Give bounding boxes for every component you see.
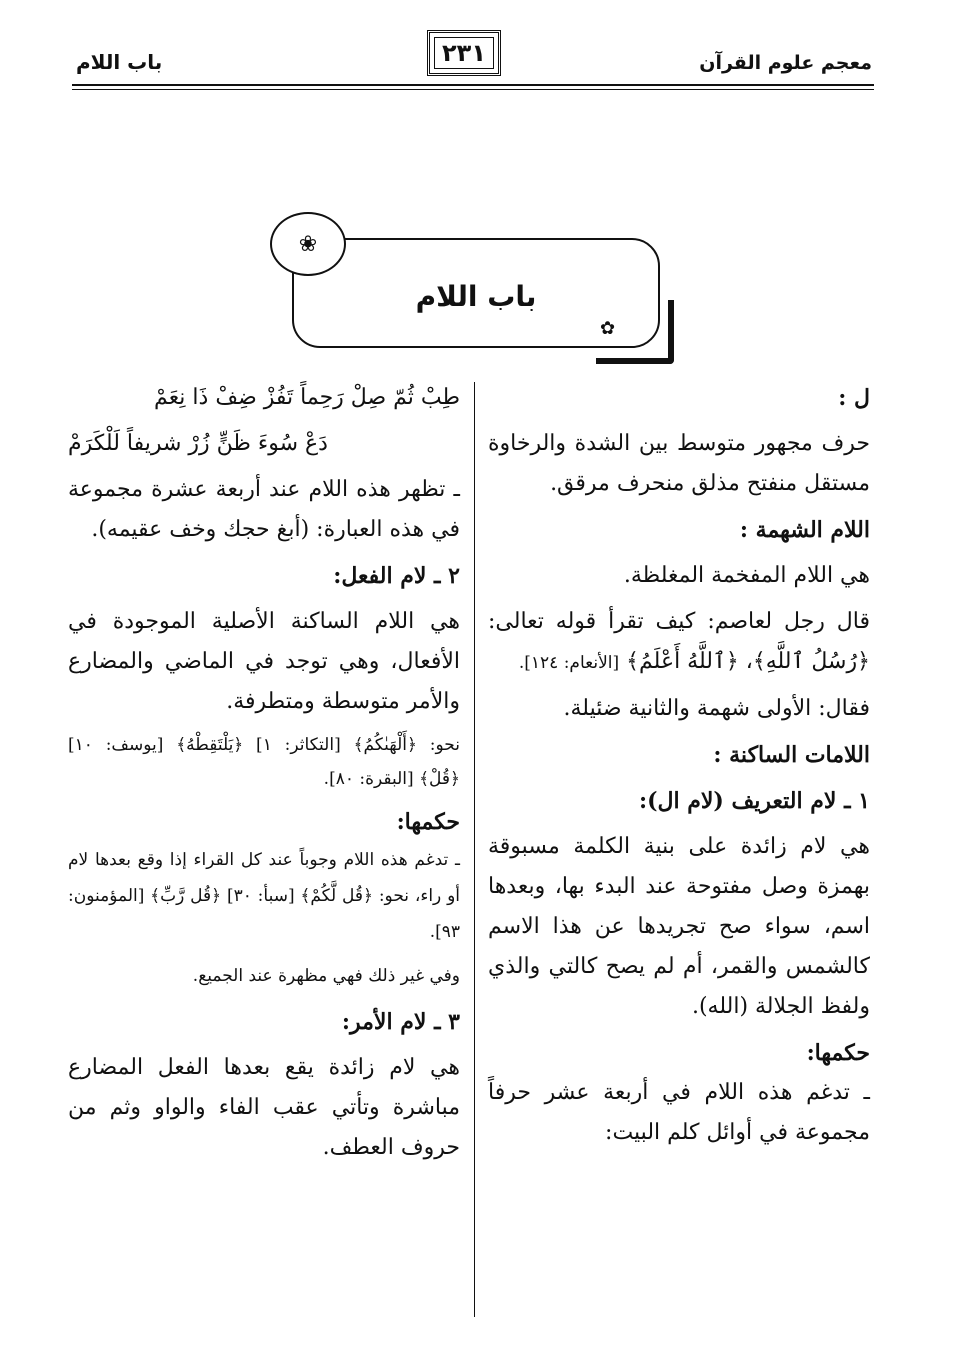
asim-reply: فقال: الأولى شهمة والثانية ضئيلة.: [563, 696, 870, 721]
chapter-title: باب اللام: [415, 279, 537, 313]
fiil-example: نحو: ﴿أَلْهَىٰكُمُ﴾ [التكاثر: ١] ﴿يَلْتَقِطْهُ﴾ [يوسف: ١٠] ﴿قُلْ﴾ [البقرة: ٨٠].: [68, 735, 460, 789]
header-rule: [72, 84, 874, 86]
page-number-box: [427, 30, 501, 76]
tarif-definition: هي لام زائدة على بنية الكلمة مسبوقة بهمزة وصل مفتوحة عند البدء بها، وبعدها اسم، سواء صح تجريدها عن هذا الاسم كالشمس والقمر، أم لم يصح كالتي والذي ولفظ الجلالة (الله).: [488, 834, 870, 1019]
tarif-hukm-heading: حكمها:: [806, 1040, 870, 1066]
asim-reference: [الأنعام: ١٢٤].: [518, 653, 620, 673]
shahma-definition: هي اللام المفخمة المغلظة.: [623, 563, 870, 588]
asim-text: قال رجل لعاصم: كيف تقرأ قوله تعالى: ﴿رُسُلُ ٱللَّهِ﴾، ﴿ٱللَّهُ أَعْلَمُ﴾: [488, 609, 870, 674]
left-column: [68, 378, 460, 1174]
running-header-chapter: باب اللام: [76, 50, 163, 74]
header-rule-thin: [72, 89, 874, 90]
right-column: [488, 378, 870, 1159]
verse-line-2: دَعْ سُوءَ ظَنٍّ زُرْ شريفاً لَلْكَرَمْ: [68, 431, 328, 456]
amr-heading: ٣ ـ لام الأمر:: [341, 1009, 460, 1035]
fiil-hukm-heading: حكمها:: [396, 809, 460, 835]
running-header-book-title: معجم علوم القرآن: [699, 52, 872, 74]
letter-heading: ل :: [838, 385, 870, 411]
small-ornament-icon: ✿: [600, 318, 616, 339]
amr-definition: هي لام زائدة يقع بعدها الفعل المضارع مباشرة وتأتي عقب الفاء والواو وثم من حروف العطف.: [68, 1055, 460, 1160]
fiil-heading: ٢ ـ لام الفعل:: [333, 563, 460, 589]
fiil-hukm-text: ـ تدغم هذه اللام وجوباً عند كل القراء إذا وقع بعدها لام أو راء، نحو: ﴿قُل لَّكُمْ﴾ [سبأ: ٣٠] ﴿قُل رَّبِّ﴾ [المؤمنون: ٩٣].: [68, 850, 461, 942]
tarif-heading: ١ ـ لام التعريف (لام ال):: [638, 788, 870, 814]
fiil-other: وفي غير ذلك فهي مظهرة عند الجميع.: [192, 966, 460, 986]
asim-question: [488, 602, 870, 683]
page-number: ٢٣١: [442, 39, 486, 67]
floral-ornament-icon: ❀: [270, 212, 346, 276]
verse-line-1: طِبْ ثُمّ صِلْ رَحِماً تَفُزْ ضِفْ ذَا نِعَمْ: [154, 385, 460, 410]
letter-description: حرف مجهور متوسط بين الشدة والرخاوة مستقل منفتح مذلق منحرف مرقق.: [488, 431, 870, 496]
shahma-heading: اللام الشهمة :: [739, 517, 870, 543]
tarif-hukm-text: ـ تدغم هذه اللام في أربعة عشر حرفاً مجموعة في أوائل كلم البيت:: [488, 1080, 870, 1145]
sakina-heading: اللامات الساكنة :: [713, 742, 870, 768]
izhar-text: ـ تظهر هذه اللام عند أربعة عشرة مجموعة في هذه العبارة: (أبغ حجك وخف عقيمه).: [68, 477, 460, 542]
fiil-definition: هي اللام الساكنة الأصلية الموجودة في الأفعال، وهي توجد في الماضي والمضارع والأمر متوسطة ومتطرفة.: [68, 609, 460, 714]
column-divider: [474, 382, 475, 1317]
